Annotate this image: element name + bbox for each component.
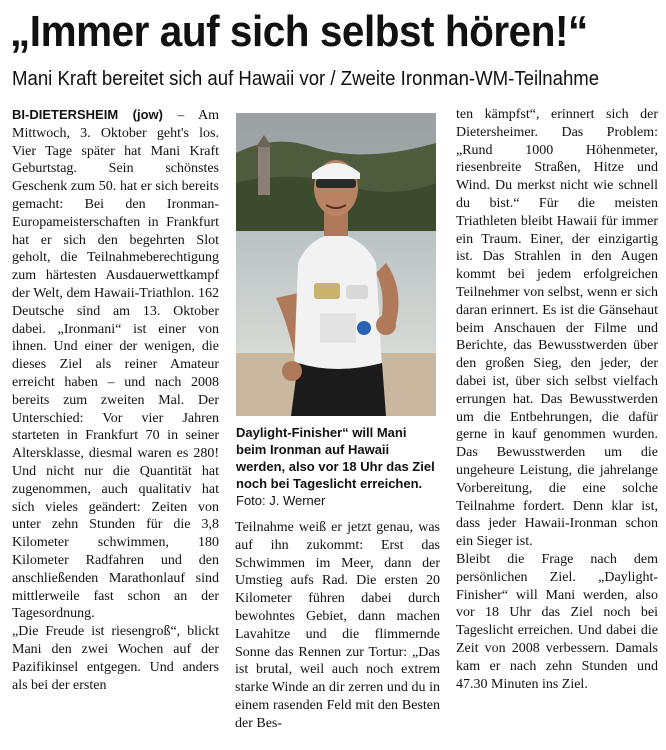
headline: „Immer auf sich selbst hören!“ bbox=[10, 7, 588, 56]
paragraph: „Die Freude ist riesengroß“, blickt Mani den zwei Wochen auf der Pazifikinsel entgegen. Und anders als bei der ersten bbox=[12, 624, 219, 693]
paragraph: Teilnahme weiß er jetzt genau, was auf ihn zukommt: Erst das Schwimmen im Meer, dann der Umstieg aufs Rad. Die ersten 20 Kilometer führen dabei durch bewohntes Gebiet, dann machen Lavahitze und die flimmernde Sonne das Rennen zur Tortur: „Das ist brutal, weil auch noch extrem starke Winde an dir zerren und du in einem rasenden Feld mit den Besten der Bes- bbox=[235, 520, 440, 731]
athlete-photo bbox=[236, 113, 436, 416]
photo-credit: Foto: J. Werner bbox=[236, 493, 326, 508]
paragraph-text: – Am Mittwoch, 3. Oktober geht's los. Vier Tage später hat Mani Kraft Geburtstag. Sein schönstes Geschenk zum 50. hat er sich bereits gemacht: Bei den Ironman-Europameisterschaften in Frankfurt hat er sich den begehrten Slot geholt, die Teilnahmeberechtigung zum härtesten Ausdauerwettkampf der Welt, dem Hawaii-Triathlon. 162 Deutsche sind am 13. Oktober dabei. „Ironmani“ ist einer von ihnen. Und einer der wenigen, die dieses Ziel als reiner Amateur erreicht haben – und nach 2008 bereits zum zweiten Mal. Der Unterschied: Vor vier Jahren starteten in Frankfurt 70 in seiner Altersklasse, diesmal waren es 280! Und nicht nur die Quantität hat zugenommen, auch qualitativ hat sich vieles geändert: Zeiten von unter zehn Stunden für die 3,8 Kilometer schwimmen, 180 Kilometer Radfahren und den anschließenden Marathonlauf sind mittlerweile fast schon an der Tagesordnung. bbox=[12, 108, 219, 622]
column-1 bbox=[12, 106, 219, 694]
column-3 bbox=[456, 106, 658, 693]
subheadline: Mani Kraft bereitet sich auf Hawaii vor / Zweite Ironman-WM-Teilnahme bbox=[12, 68, 600, 90]
dateline: BI-DIETERSHEIM (jow) bbox=[12, 107, 163, 122]
column-2 bbox=[235, 519, 440, 733]
caption-text: Daylight-Finisher“ will Mani beim Ironman auf Hawaii werden, also vor 18 Uhr das Ziel noch bei Tageslicht erreichen. bbox=[236, 425, 435, 491]
paragraph bbox=[12, 106, 219, 623]
photo-caption bbox=[236, 424, 440, 509]
paragraph: Bleibt die Frage nach dem persönlichen Ziel. „Daylight-Finisher“ will Mani werden, also vor 18 Uhr das Ziel noch bei Tageslicht erreichen. Und dabei die Zeit von 2008 verbessern. Damals kam er nach zehn Stunden und 47.30 Minuten ins Ziel. bbox=[456, 551, 658, 692]
running-athlete-illustration bbox=[236, 113, 436, 416]
paragraph: ten kämpfst“, erinnert sich der Dietersheimer. Das Problem: „Rund 1000 Höhenmeter, riesenbreite Straßen, Hitze und Wind. Du merkst nicht wie schnell du bist.“ Für die meisten Triathleten bleibt Hawaii für immer ein Traum. Einer, der einzigartig ist. Das Strahlen in den Augen kommt bei jedem erfolgreichen Teilnehmer von selbst, wenn er sich daran erinnert. Es ist die Gänsehaut beim Anschauen der Filme und Berichte, das Bewusstwerden über den großen Sieg, den jeder, der dabei ist, über sich selbst vielfach errungen hat. Das Bewusstwerden um die Entbehrungen, die dafür gerne in kauf genommen wurden. Das Bewusstwerden um die ungeheure Leistung, die jahrelange Vorbereitung, die eine solche Teilnahme fordert. Denn klar ist, dass jeder Hawaii-Ironman schon ein Sieger ist. bbox=[456, 107, 658, 550]
